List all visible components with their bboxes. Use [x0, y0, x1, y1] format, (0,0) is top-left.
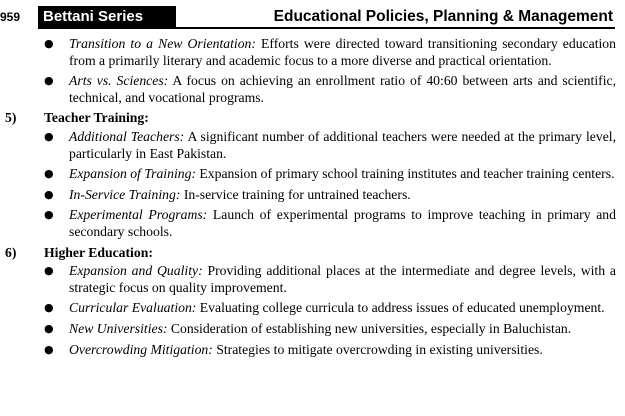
bullet-text: A significant number of additional teachers were needed at the primary level, particularly in East Pakistan. — [69, 128, 616, 161]
bullet-icon: ● — [44, 342, 54, 356]
bullet-term: Expansion and Quality: — [69, 263, 203, 279]
bullet-text: Launch of experimental programs to improve teaching in primary and secondary schools. — [69, 207, 616, 239]
bullet-term: Curricular Evaluation: — [69, 300, 197, 316]
section-number: 6) — [5, 244, 17, 260]
list-item — [0, 36, 625, 69]
section-number: 5) — [5, 110, 17, 126]
list-item — [0, 166, 625, 183]
bullet-text: Evaluating college curricula to address issues of educated unemployment. — [196, 300, 605, 316]
bullet-term: Additional Teachers: — [69, 128, 185, 144]
bullet-text: Efforts were directed toward transitioning secondary education from a primarily literary and academic focus to a more diverse and practical orientation. — [69, 36, 616, 68]
bullet-term: Transition to a New Orientation: — [69, 36, 256, 51]
book-title: Educational Policies, Planning & Management — [273, 8, 613, 25]
list-item — [0, 129, 625, 162]
page-content — [0, 36, 625, 362]
bullet-icon: ● — [44, 74, 54, 88]
bullet-icon: ● — [44, 321, 54, 335]
list-item — [0, 321, 625, 338]
bullet-icon: ● — [44, 129, 54, 143]
bullet-icon: ● — [44, 37, 54, 50]
page-header — [0, 6, 625, 28]
list-item — [0, 263, 625, 296]
section-title: Higher Education: — [44, 244, 153, 260]
bullet-term: Overcrowding Mitigation: — [69, 341, 213, 357]
page-number: 959 — [0, 10, 21, 24]
bullet-text: A focus on achieving an enrollment ratio of 40:60 between arts and scientific, technical, and vocational programs. — [69, 73, 616, 105]
bullet-icon: ● — [44, 167, 54, 181]
bullet-text: In-service training for untrained teachers. — [180, 186, 411, 202]
list-item — [0, 187, 625, 204]
header-rule — [38, 27, 615, 29]
bullet-text: Consideration of establishing new universities, especially in Baluchistan. — [167, 320, 572, 336]
list-item — [0, 73, 625, 106]
list-item — [0, 207, 625, 240]
section-heading — [0, 110, 625, 127]
series-label: Bettani Series — [38, 6, 176, 28]
bullet-term: Experimental Programs: — [69, 207, 208, 223]
bullet-icon: ● — [44, 264, 54, 278]
bullet-term: In-Service Training: — [69, 186, 181, 202]
bullet-text: Strategies to mitigate overcrowding in existing universities. — [212, 341, 543, 357]
bullet-icon: ● — [44, 187, 54, 201]
bullet-icon: ● — [44, 301, 54, 315]
list-item — [0, 342, 625, 359]
bullet-text: Expansion of primary school training institutes and teacher training centers. — [196, 166, 615, 182]
bullet-text: Providing additional places at the intermediate and degree levels, with a strategic focus on quality improvement. — [69, 263, 616, 295]
list-item — [0, 300, 625, 317]
bullet-term: Arts vs. Sciences: — [69, 73, 169, 89]
bullet-term: New Universities: — [69, 320, 168, 336]
bullet-term: Expansion of Training: — [69, 166, 196, 182]
bullet-icon: ● — [44, 208, 54, 222]
section-heading — [0, 245, 625, 262]
section-title: Teacher Training: — [44, 110, 149, 126]
